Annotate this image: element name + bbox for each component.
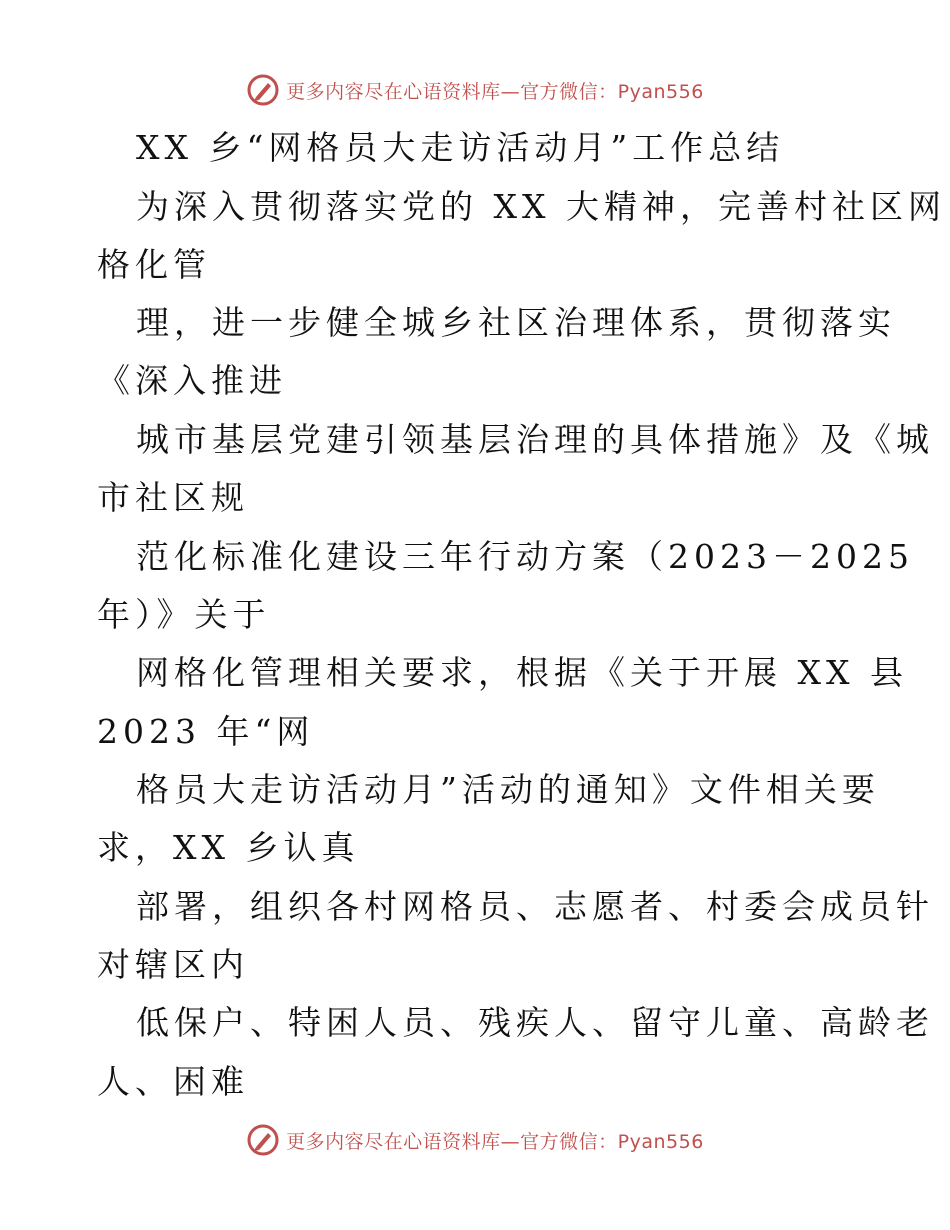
paragraph-line: 年）》关于 [97, 595, 271, 634]
pen-logo-icon [246, 1123, 280, 1157]
paragraph-line: 对辖区内 [97, 945, 249, 984]
paragraph-line: 网格化管理相关要求，根据《关于开展 XX 县 [136, 653, 908, 692]
paragraph-line: 范化标准化建设三年行动方案（2023－2025 [136, 537, 914, 576]
paragraph-line: 格化管 [97, 245, 211, 284]
pen-logo-icon [246, 73, 280, 107]
paragraph-line: 《深入推进 [97, 361, 287, 400]
paragraph-line: 人、困难 [97, 1062, 249, 1101]
paragraph-line: 格员大走访活动月”活动的通知》文件相关要 [136, 770, 880, 809]
paragraph-line: 2023 年“网 [97, 712, 315, 751]
footer-watermark [0, 1120, 950, 1160]
paragraph-line: 城市基层党建引领基层治理的具体措施》及《城 [136, 420, 934, 459]
paragraph-line: 理，进一步健全城乡社区治理体系，贯彻落实 [136, 303, 896, 342]
header-watermark-text: 更多内容尽在心语资料库—官方微信：Pyan556 [286, 80, 704, 103]
header-watermark [0, 70, 950, 110]
paragraph-line: 市社区规 [97, 478, 249, 517]
paragraph-line: 部署，组织各村网格员、志愿者、村委会成员针 [136, 887, 934, 926]
document-title: XX 乡“网格员大走访活动月”工作总结 [136, 128, 785, 167]
paragraph-line: 求，XX 乡认真 [97, 828, 360, 867]
paragraph-line: 为深入贯彻落实党的 XX 大精神，完善村社区网 [136, 187, 946, 226]
footer-watermark-text: 更多内容尽在心语资料库—官方微信：Pyan556 [286, 1130, 704, 1153]
paragraph-line: 低保户、特困人员、残疾人、留守儿童、高龄老 [136, 1003, 934, 1042]
